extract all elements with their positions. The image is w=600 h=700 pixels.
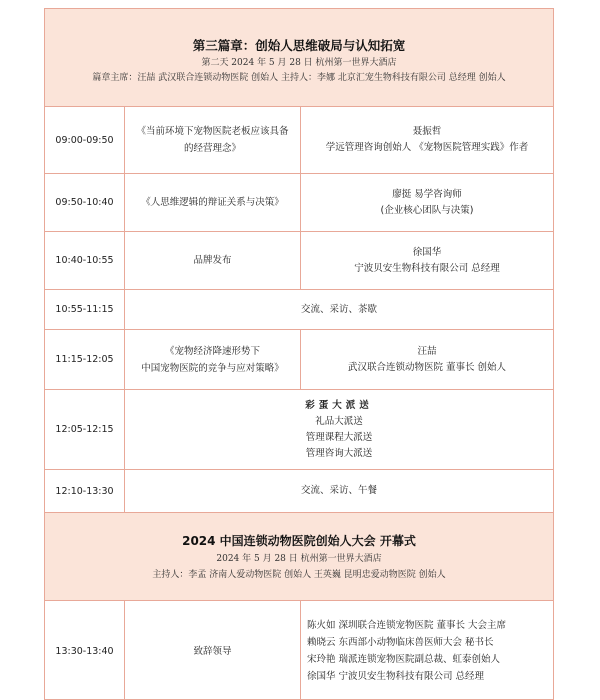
agenda-row [45, 470, 553, 513]
session-topic [125, 232, 301, 289]
session-topic [125, 330, 301, 389]
chapter-hosts: 篇章主席：汪喆 武汉联合连锁动物医院 创始人 主持人：李娜 北京汇宠生物科技有限公司 总经理 创始人 [92, 73, 506, 83]
agenda-row [45, 601, 553, 700]
topic-line: 致辞领导 [193, 645, 232, 657]
speaker-name: 聂振哲 [412, 126, 442, 137]
speaker-name: 徐国华 [412, 246, 442, 258]
speaker-title: 学远管理咨询创始人 《宠物医院管理实践》作者 [325, 142, 529, 153]
speaker-entry: 徐国华 宁波贝安生物科技有限公司 总经理 [307, 671, 485, 682]
speaker-entry: 赖晓云 东西部小动物临床兽医师大会 秘书长 [307, 637, 494, 648]
giveaway-block [125, 390, 553, 469]
time-slot: 12:10-13:30 [45, 470, 125, 512]
agenda-table [44, 8, 554, 700]
speaker-name: 汪喆 [417, 345, 437, 357]
agenda-row [45, 232, 553, 290]
time-slot: 13:30-13:40 [45, 601, 125, 700]
opening-hosts: 主持人：李孟 济南人爱动物医院 创始人 王英巍 昆明忠爱动物医院 创始人 [152, 570, 446, 580]
session-topic [125, 107, 301, 173]
agenda-row [45, 174, 553, 232]
chapter-header [45, 9, 553, 107]
speaker-title: 武汉联合连锁动物医院 董事长 创始人 [347, 361, 507, 373]
break-activity: 交流、采访、午餐 [300, 485, 377, 496]
speaker-entry: 陈火如 深圳联合连锁宠物医院 董事长 大会主席 [307, 620, 507, 631]
session-speaker [301, 330, 553, 389]
giveaway-item: 管理课程大派送 [305, 431, 373, 443]
opening-title: 2024 中国连锁动物医院创始人大会 开幕式 [182, 534, 416, 548]
agenda-row [45, 330, 553, 390]
chapter-date-location: 第二天 2024 年 5 月 28 日 杭州第一世界大酒店 [201, 58, 397, 68]
topic-line: 《宠物经济降速形势下 [164, 345, 260, 357]
session-speaker [301, 107, 553, 173]
giveaway-heading: 彩蛋大派送 [305, 399, 373, 411]
giveaway-item: 管理咨询大派送 [305, 447, 373, 459]
session-speaker [301, 232, 553, 289]
agenda-row [45, 107, 553, 174]
topic-line: 中国宠物医院的竞争与应对策略》 [141, 362, 284, 374]
time-slot: 10:55-11:15 [45, 290, 125, 329]
session-topic [125, 601, 301, 700]
time-slot: 12:05-12:15 [45, 390, 125, 469]
chapter-title: 第三篇章：创始人思维破局与认知拓宽 [192, 38, 406, 53]
topic-line: 《当前环境下宠物医院老板应该具备 [136, 126, 289, 137]
speaker-entry: 宋玲艳 瑞派连锁宠物医院副总裁、虹泰创始人 [307, 654, 501, 665]
time-slot: 11:15-12:05 [45, 330, 125, 389]
agenda-row [45, 390, 553, 470]
topic-line: 品牌发布 [193, 255, 232, 266]
time-slot: 09:00-09:50 [45, 107, 125, 173]
giveaway-item: 礼品大派送 [315, 415, 363, 427]
session-topic [125, 174, 301, 231]
opening-header [45, 513, 553, 601]
topic-line: 的经营理念》 [183, 143, 241, 154]
break-activity: 交流、采访、茶歇 [300, 303, 377, 315]
speaker-title: (企业核心团队与决策) [380, 204, 474, 216]
session-speaker [301, 174, 553, 231]
opening-date-location: 2024 年 5 月 28 日 杭州第一世界大酒店 [216, 554, 382, 564]
speaker-list [301, 601, 553, 700]
speaker-name: 廖挺 易学咨询师 [392, 188, 462, 200]
topic-line: 《人思维逻辑的辩证关系与决策》 [141, 197, 284, 208]
time-slot: 09:50-10:40 [45, 174, 125, 231]
speaker-title: 宁波贝安生物科技有限公司 总经理 [354, 262, 500, 274]
agenda-row [45, 290, 553, 330]
time-slot: 10:40-10:55 [45, 232, 125, 289]
